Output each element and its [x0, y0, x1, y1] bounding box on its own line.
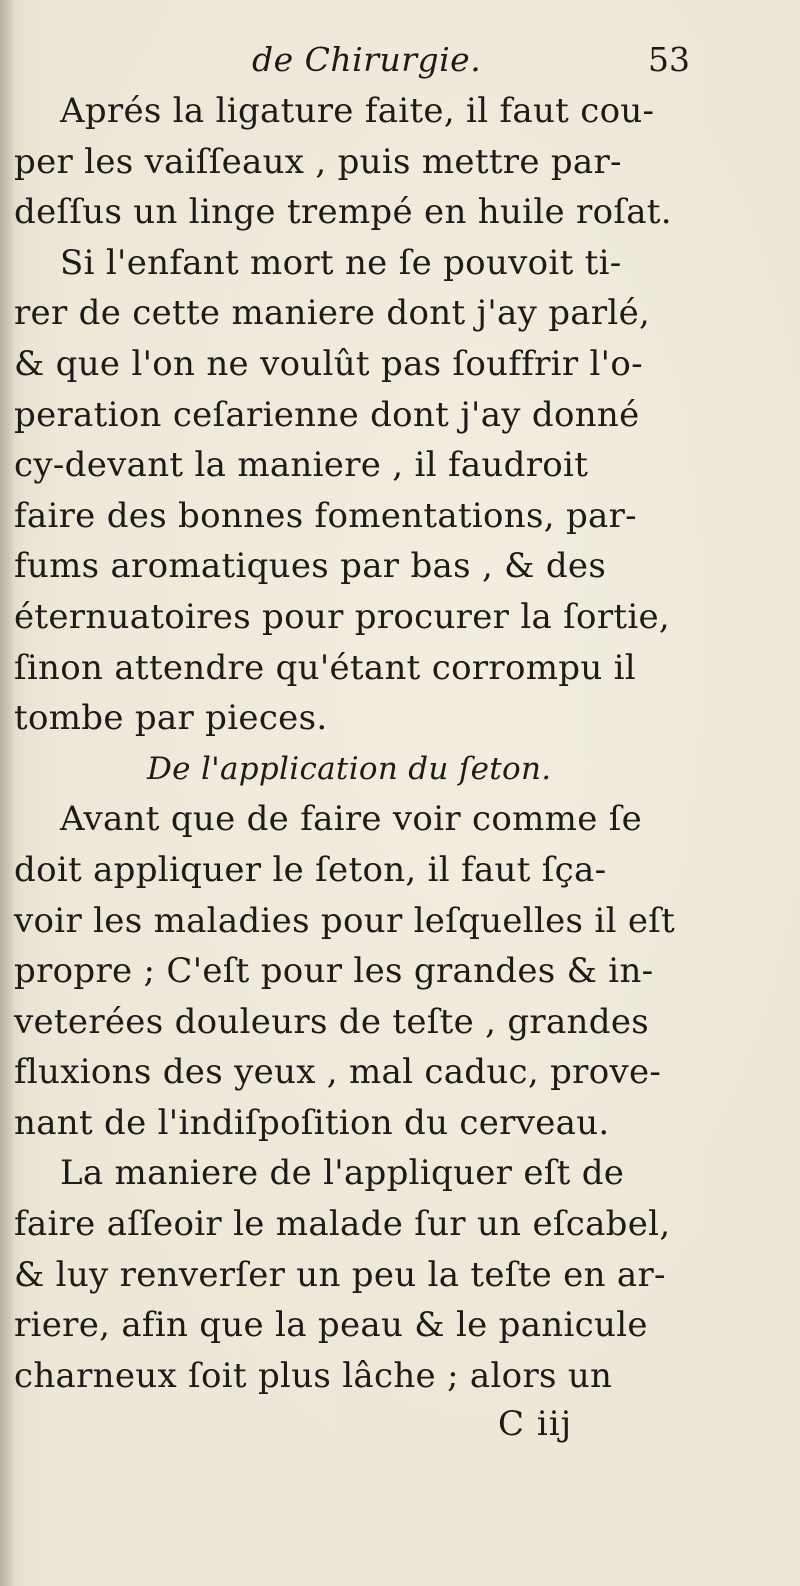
- running-title: de Chirurgie.: [252, 40, 482, 79]
- text-line: La maniere de l'appliquer eſt de: [60, 1153, 625, 1194]
- text-line: doit appliquer le ſeton, il faut ſça-: [14, 849, 607, 890]
- text-line: Avant que de faire voir comme ſe: [60, 799, 643, 840]
- text-line: fluxions des yeux , mal caduc, prove-: [14, 1052, 662, 1093]
- text-line: Aprés la ligature faite, il faut cou-: [60, 91, 655, 131]
- text-line: veterées douleurs de teſte , grandes: [14, 1001, 649, 1042]
- text-line: tombe par pieces.: [14, 698, 328, 739]
- page-header: [0, 40, 800, 90]
- text-line: nant de l'indiſpoſition du cerveau.: [14, 1102, 610, 1143]
- gutter-shadow: [0, 0, 14, 1586]
- text-line: & luy renverſer un peu la teſte en ar-: [14, 1254, 666, 1295]
- text-line: fums aromatiques par bas , & des: [14, 546, 607, 587]
- text-line: voir les maladies pour leſquelles il eſt: [14, 900, 676, 941]
- text-line: faire aſſeoir le malade ſur un eſcabel,: [14, 1204, 671, 1245]
- text-line: ſinon attendre qu'étant corrompu il: [14, 647, 636, 688]
- text-line: faire des bonnes fomentations, par-: [14, 495, 637, 536]
- text-line: peration ceſarienne dont j'ay donné: [14, 394, 640, 435]
- text-line: cy-devant la maniere , il faudroit: [14, 445, 589, 486]
- signature-mark: C iij: [498, 1404, 573, 1444]
- text-line: per les vaiſſeaux , puis mettre par-: [14, 141, 622, 182]
- text-line: & que l'on ne voulût pas ſouffrir l'o-: [14, 343, 643, 384]
- text-line: éternuatoires pour procurer la ſortie,: [14, 596, 671, 637]
- text-line: charneux ſoit plus lâche ; alors un: [14, 1355, 613, 1396]
- text-line: propre ; C'eſt pour les grandes & in-: [14, 951, 654, 992]
- text-line: rer de cette maniere dont j'ay parlé,: [14, 293, 651, 334]
- text-line: deſſus un linge trempé en huile roſat.: [14, 192, 672, 233]
- page-number: 53: [648, 40, 690, 79]
- body-text: [14, 86, 734, 1401]
- section-heading: De l'application du ſeton.: [147, 750, 552, 787]
- text-line: Si l'enfant mort ne ſe pouvoit ti-: [60, 242, 622, 283]
- text-line: riere, afin que la peau & le panicule: [14, 1305, 648, 1346]
